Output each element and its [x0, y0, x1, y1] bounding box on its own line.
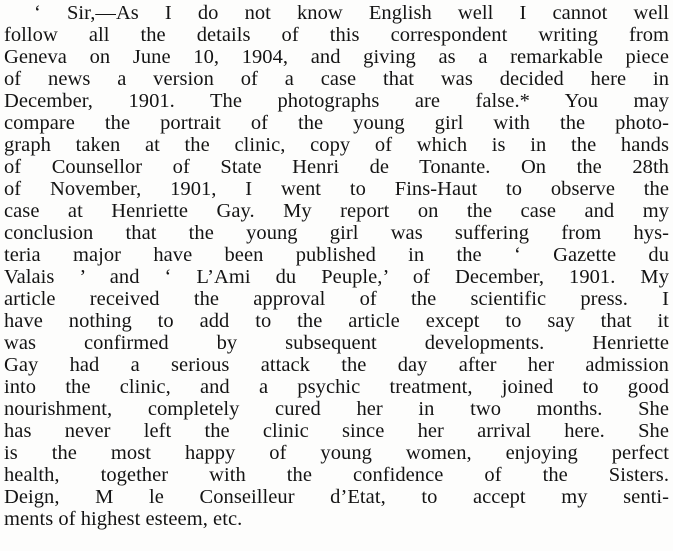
text-line-21: is the most happy of young women, enjoying perfect	[4, 442, 669, 464]
text-line-3: Geneva on June 10, 1904, and giving as a remarkable piece	[4, 46, 669, 68]
text-line-10: case at Henriette Gay. My report on the case and my	[4, 200, 669, 222]
letter-text-column	[4, 2, 669, 530]
text-line-7: graph taken at the clinic, copy of which is in the hands	[4, 134, 669, 156]
text-line-9: of November, 1901, I went to Fins-Haut to observe the	[4, 178, 669, 200]
text-line-23: Deign, M le Conseilleur d’Etat, to accept my senti-	[4, 486, 669, 508]
text-line-12: teria major have been published in the ‘ Gazette du	[4, 244, 669, 266]
text-line-5: December, 1901. The photographs are false.* You may	[4, 90, 669, 112]
text-line-16: was confirmed by subsequent developments. Henriette	[4, 332, 669, 354]
text-line-20: has never left the clinic since her arrival here. She	[4, 420, 669, 442]
text-line-22: health, together with the confidence of the Sisters.	[4, 464, 669, 486]
text-line-18: into the clinic, and a psychic treatment, joined to good	[4, 376, 669, 398]
text-line-14: article received the approval of the scientific press. I	[4, 288, 669, 310]
text-line-15: have nothing to add to the article except to say that it	[4, 310, 669, 332]
text-line-1: ‘ Sir,—As I do not know English well I cannot well	[34, 2, 669, 24]
text-line-11: conclusion that the young girl was suffering from hys-	[4, 222, 669, 244]
text-line-6: compare the portrait of the young girl with the photo-	[4, 112, 669, 134]
text-line-8: of Counsellor of State Henri de Tonante. On the 28th	[4, 156, 669, 178]
text-line-2: follow all the details of this correspondent writing from	[4, 24, 669, 46]
text-line-19: nourishment, completely cured her in two months. She	[4, 398, 669, 420]
text-line-4: of news a version of a case that was decided here in	[4, 68, 669, 90]
text-line-17: Gay had a serious attack the day after her admission	[4, 354, 669, 376]
text-line-13: Valais ’ and ‘ L’Ami du Peuple,’ of December, 1901. My	[4, 266, 669, 288]
text-line-24: ments of highest esteem, etc.	[4, 508, 243, 530]
